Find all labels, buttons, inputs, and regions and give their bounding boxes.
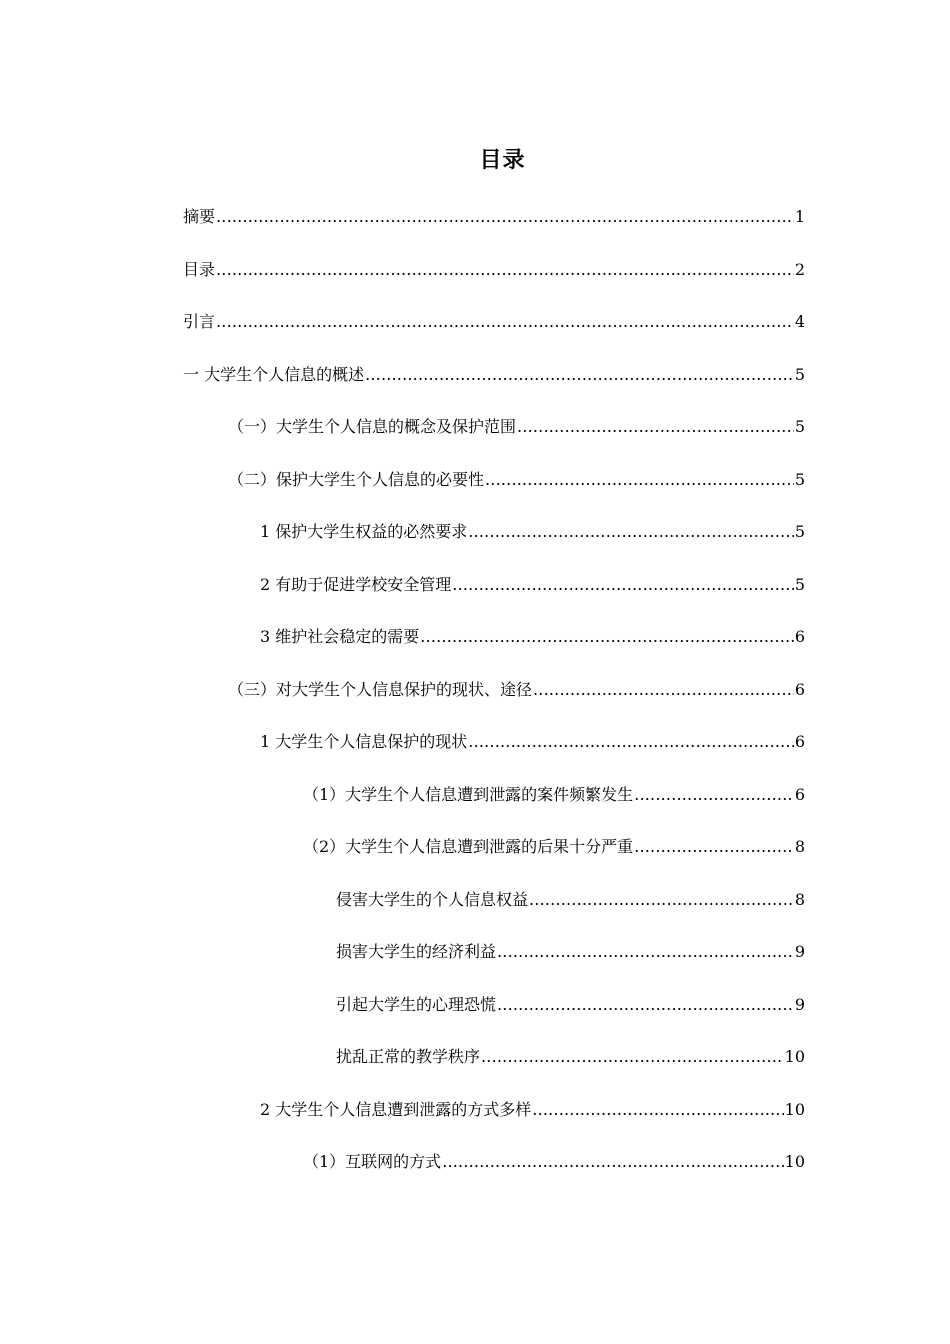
toc-page-number: 10 bbox=[784, 1047, 805, 1066]
toc-entry[interactable] bbox=[303, 1151, 805, 1173]
toc-entry[interactable] bbox=[183, 206, 805, 228]
toc-entry-text: 引言 bbox=[183, 312, 216, 331]
toc-entry-text: 2 大学生个人信息遭到泄露的方式多样 bbox=[260, 1100, 532, 1119]
toc-entry-text: （2）大学生个人信息遭到泄露的后果十分严重 bbox=[303, 837, 634, 856]
toc-entry-text: （二）保护大学生个人信息的必要性 bbox=[228, 470, 485, 489]
toc-page-number: 10 bbox=[784, 1152, 805, 1171]
toc-dot-leader bbox=[532, 1099, 783, 1121]
toc-dot-leader bbox=[216, 206, 794, 228]
toc-dot-leader bbox=[517, 416, 794, 438]
toc-dot-leader bbox=[442, 1151, 783, 1173]
toc-dot-leader bbox=[481, 1046, 784, 1068]
toc-page-number: 6 bbox=[794, 627, 805, 646]
toc-entry[interactable] bbox=[260, 626, 805, 648]
toc-dot-leader bbox=[533, 679, 794, 701]
toc-entry-text: 扰乱正常的教学秩序 bbox=[336, 1047, 481, 1066]
toc-entry[interactable] bbox=[336, 889, 805, 911]
toc-entry-text: 1 大学生个人信息保护的现状 bbox=[260, 732, 468, 751]
toc-dot-leader bbox=[634, 784, 794, 806]
toc-page-number: 5 bbox=[794, 417, 805, 436]
toc-dot-leader bbox=[452, 574, 794, 596]
toc-entry-text: （1）互联网的方式 bbox=[303, 1152, 442, 1171]
toc-page-number: 5 bbox=[794, 522, 805, 541]
toc-entry[interactable] bbox=[228, 416, 805, 438]
toc-entry[interactable] bbox=[303, 836, 805, 858]
toc-entry-text: 摘要 bbox=[183, 207, 216, 226]
toc-page-number: 5 bbox=[794, 365, 805, 384]
toc-entry-text: 侵害大学生的个人信息权益 bbox=[336, 890, 529, 909]
toc-entry-text: （1）大学生个人信息遭到泄露的案件频繁发生 bbox=[303, 785, 634, 804]
toc-page-number: 2 bbox=[794, 260, 805, 279]
toc-page-number: 9 bbox=[794, 995, 805, 1014]
toc-title: 目录 bbox=[479, 148, 526, 173]
toc-page-number: 8 bbox=[794, 837, 805, 856]
toc-entry[interactable] bbox=[336, 1046, 805, 1068]
toc-entry-text: 3 维护社会稳定的需要 bbox=[260, 627, 420, 646]
toc-entry[interactable] bbox=[260, 521, 805, 543]
toc-page-number: 1 bbox=[794, 207, 805, 226]
toc-dot-leader bbox=[216, 311, 794, 333]
toc-entry-text: 2 有助于促进学校安全管理 bbox=[260, 575, 452, 594]
toc-page-number: 4 bbox=[794, 312, 805, 331]
toc-page-number: 9 bbox=[794, 942, 805, 961]
toc-entry[interactable] bbox=[336, 994, 805, 1016]
toc-dot-leader bbox=[497, 994, 794, 1016]
toc-dot-leader bbox=[468, 521, 794, 543]
toc-entry[interactable] bbox=[228, 469, 805, 491]
toc-page-number: 5 bbox=[794, 575, 805, 594]
toc-entry[interactable] bbox=[336, 941, 805, 963]
toc-dot-leader bbox=[634, 836, 794, 858]
toc-entry-text: （三）对大学生个人信息保护的现状、途径 bbox=[228, 680, 533, 699]
toc-entry[interactable] bbox=[303, 784, 805, 806]
toc-page-number: 5 bbox=[794, 470, 805, 489]
toc-entry-text: 损害大学生的经济利益 bbox=[336, 942, 497, 961]
toc-page-number: 10 bbox=[784, 1100, 805, 1119]
toc-entry-text: 一 大学生个人信息的概述 bbox=[183, 365, 365, 384]
toc-dot-leader bbox=[420, 626, 794, 648]
toc-page-number: 6 bbox=[794, 785, 805, 804]
toc-page-number: 6 bbox=[794, 680, 805, 699]
toc-entry[interactable] bbox=[260, 574, 805, 596]
toc-entry[interactable] bbox=[183, 259, 805, 281]
toc-dot-leader bbox=[365, 364, 794, 386]
toc-entry-text: 目录 bbox=[183, 260, 216, 279]
toc-entry[interactable] bbox=[183, 311, 805, 333]
toc-dot-leader bbox=[216, 259, 794, 281]
toc-page-number: 6 bbox=[794, 732, 805, 751]
toc-entry-text: （一）大学生个人信息的概念及保护范围 bbox=[228, 417, 517, 436]
toc-dot-leader bbox=[468, 731, 794, 753]
toc-page-number: 8 bbox=[794, 890, 805, 909]
toc-dot-leader bbox=[485, 469, 794, 491]
toc-entry[interactable] bbox=[228, 679, 805, 701]
toc-dot-leader bbox=[497, 941, 794, 963]
toc-dot-leader bbox=[529, 889, 794, 911]
toc-entry[interactable] bbox=[183, 364, 805, 386]
toc-entry[interactable] bbox=[260, 731, 805, 753]
toc-entry-text: 1 保护大学生权益的必然要求 bbox=[260, 522, 468, 541]
toc-entry[interactable] bbox=[260, 1099, 805, 1121]
toc-entry-text: 引起大学生的心理恐慌 bbox=[336, 995, 497, 1014]
